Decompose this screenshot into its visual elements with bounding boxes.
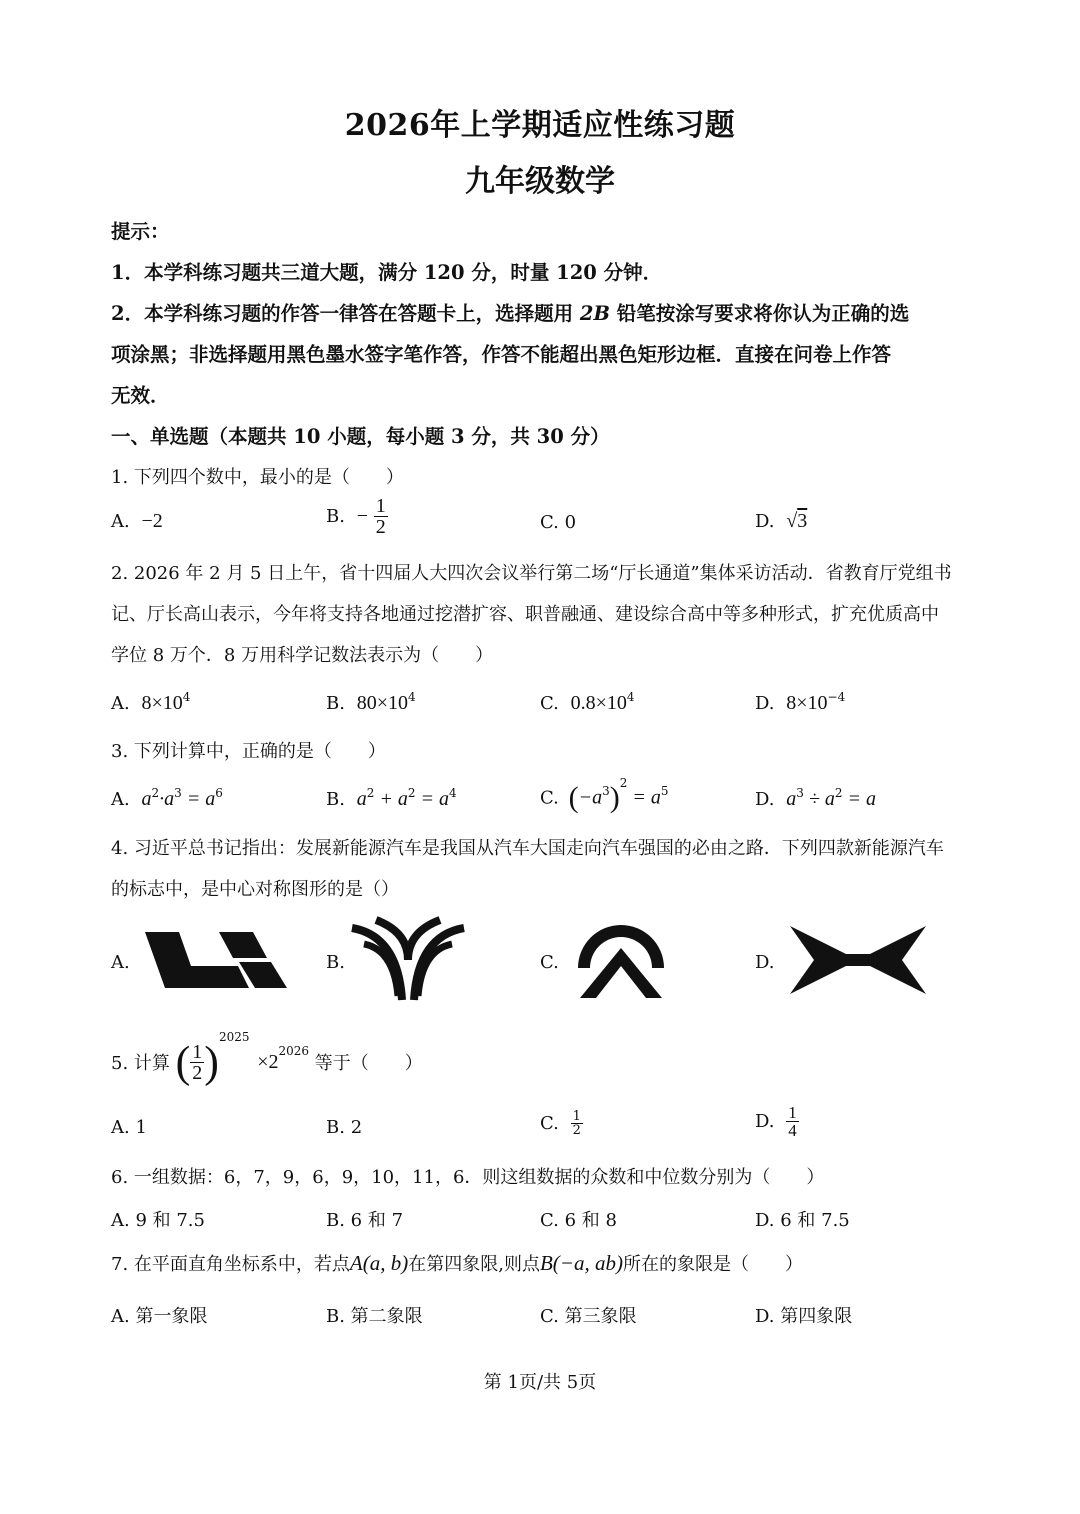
q4-c-label: C. xyxy=(540,952,559,973)
q5-d-denominator: 4 xyxy=(788,1121,797,1140)
q5-a-value: 1 xyxy=(135,1117,147,1138)
q2-c-label: C. xyxy=(540,693,559,714)
q2-line-3: 学位 8 万个．8 万用科学记数法表示为（ ） xyxy=(111,645,494,666)
q5-exponent-2: 2026 xyxy=(278,1044,310,1058)
q6-option-d: D. 6 和 7.5 xyxy=(755,1210,850,1231)
q3-b-exp: 2 xyxy=(407,786,416,800)
q6-option-c: C. 6 和 8 xyxy=(540,1210,617,1231)
q1-b-denominator: 2 xyxy=(375,516,386,538)
left-paren-icon: ( xyxy=(175,1037,191,1087)
q3-c-label: C. xyxy=(540,787,559,809)
q7-mid: 在第四象限,则点 xyxy=(408,1254,540,1275)
q1-option-d xyxy=(755,510,807,533)
logo-bowtie-icon xyxy=(788,924,928,996)
q5-a-label: A. xyxy=(111,1117,130,1138)
q5-c-denominator: 2 xyxy=(572,1123,581,1138)
q2-line-2: 记、厅长高山表示，今年将支持各地通过挖潜扩容、职普融通、建设综合高中等多种形式，扩充优质高中 xyxy=(111,604,939,625)
q3-c-term: −a xyxy=(578,786,603,809)
q3-a-term: = a xyxy=(181,788,216,810)
q1-b-minus: − xyxy=(356,505,368,527)
note-2-part-b: 铅笔按涂写要求将你认为正确的选 xyxy=(616,302,910,325)
note-2-end: 无效． xyxy=(111,384,170,407)
q2-d-base: 8×10 xyxy=(786,692,828,714)
q5-c-label: C. xyxy=(540,1113,559,1134)
right-paren-icon: ) xyxy=(204,1037,219,1087)
q1-a-value: −2 xyxy=(141,510,163,532)
q2-d-label: D. xyxy=(755,693,775,714)
q2-a-base: 8×10 xyxy=(141,692,183,714)
q3-b-term: a xyxy=(356,788,367,810)
sqrt-icon: √ xyxy=(786,510,798,532)
q3-a-exp: 3 xyxy=(174,786,182,800)
q5-option-b xyxy=(326,1117,362,1138)
q2-a-label: A. xyxy=(111,693,130,714)
q5-c-numerator: 1 xyxy=(572,1109,581,1124)
q5-exponent-1: 2025 xyxy=(218,1030,250,1044)
q3-b-term: = a xyxy=(415,788,449,810)
q4-d-label: D. xyxy=(755,952,775,973)
q3-d-label: D. xyxy=(755,789,775,810)
right-paren-icon: ) xyxy=(609,781,620,814)
q5-option-c xyxy=(540,1110,583,1137)
q3-option-c xyxy=(540,776,669,815)
q5-d-fraction xyxy=(786,1104,799,1139)
q2-b-base: 80×10 xyxy=(356,692,408,714)
q6-stem: 6. 一组数据：6，7，9，6，9，10，11，6．则这组数据的众数和中位数分别为（ ） xyxy=(111,1167,825,1188)
q3-b-exp: 4 xyxy=(448,786,457,800)
q3-option-b xyxy=(326,786,457,811)
q7-option-b: B. 第二象限 xyxy=(326,1306,423,1327)
logo-arches-icon xyxy=(350,916,466,1002)
q2-option-b xyxy=(326,690,416,715)
q5-c-fraction xyxy=(571,1110,583,1137)
q2-b-exponent: 4 xyxy=(407,690,416,704)
note-2 xyxy=(111,298,909,326)
q5-stem xyxy=(111,1030,423,1088)
q1-a-label: A. xyxy=(111,511,130,532)
logo-dome-chevron-icon xyxy=(574,918,668,1002)
q7-option-a: A. 第一象限 xyxy=(111,1306,208,1327)
q5-numerator: 1 xyxy=(192,1040,203,1063)
q4-b-label: B. xyxy=(326,952,345,973)
q7-stem xyxy=(111,1250,803,1276)
exam-title: 2026年上学期适应性练习题 xyxy=(344,108,736,143)
q7-point-b: B xyxy=(539,1251,553,1275)
left-paren-icon: ( xyxy=(568,781,579,814)
q1-d-label: D. xyxy=(755,511,775,532)
q3-b-exp: 2 xyxy=(366,786,375,800)
q5-option-d xyxy=(755,1104,799,1139)
q1-b-fraction xyxy=(374,496,388,537)
q2-option-a xyxy=(111,690,190,715)
q7-option-c: C. 第三象限 xyxy=(540,1306,637,1327)
q1-stem: 1. 下列四个数中，最小的是（ ） xyxy=(111,467,404,488)
q2-c-exponent: 4 xyxy=(626,690,635,704)
q3-a-term: a xyxy=(141,788,152,810)
exam-subtitle: 九年级数学 xyxy=(465,164,615,199)
q6-option-b: B. 6 和 7 xyxy=(326,1210,404,1231)
q2-c-base: 0.8×10 xyxy=(570,692,627,714)
logo-parallelograms-icon xyxy=(143,928,293,990)
q1-option-c xyxy=(540,512,576,533)
q3-a-term: ·a xyxy=(159,788,175,810)
q3-d-term: = a xyxy=(842,788,877,810)
q3-a-exp: 2 xyxy=(151,786,160,800)
q3-d-exp: 2 xyxy=(834,786,843,800)
notes-heading: 提示： xyxy=(111,220,170,243)
q3-c-exp: 3 xyxy=(602,784,610,798)
q1-d-radicand: 3 xyxy=(797,510,808,532)
q3-d-term: a xyxy=(786,788,797,810)
q1-b-label: B. xyxy=(326,506,345,527)
q3-a-label: A. xyxy=(111,789,130,810)
q3-stem: 3. 下列计算中，正确的是（ ） xyxy=(111,741,386,762)
q3-option-d xyxy=(755,786,876,811)
q2-option-d xyxy=(755,690,845,715)
note-2-part-a: 2．本学科练习题的作答一律答在答题卡上，选择题用 xyxy=(111,302,574,325)
q7-suffix: 所在的象限是（ ） xyxy=(622,1254,803,1275)
q4-line-1: 4. 习近平总书记指出：发展新能源汽车是我国从汽车大国走向汽车强国的必由之路．下列四款新能源汽车 xyxy=(111,838,944,859)
q4-line-2: 的标志中，是中心对称图形的是（） xyxy=(111,879,399,900)
q4-a-label: A. xyxy=(111,952,130,973)
q5-b-label: B. xyxy=(326,1117,345,1138)
q2-d-exponent: −4 xyxy=(827,690,846,704)
q1-option-b xyxy=(326,496,388,537)
q3-option-a xyxy=(111,786,223,811)
q3-c-outer-exp: 2 xyxy=(619,776,628,790)
q7-option-d: D. 第四象限 xyxy=(755,1306,853,1327)
q2-option-c xyxy=(540,690,635,715)
q5-times: ×2 xyxy=(257,1050,279,1073)
section-1-heading: 一、单选题（本题共 10 小题，每小题 3 分，共 30 分） xyxy=(111,425,610,448)
note-2-pencil: 2B xyxy=(579,302,610,325)
note-1: 1．本学科练习题共三道大题，满分 120 分，时量 120 分钟． xyxy=(111,261,663,284)
q7-coord-b: (−a, ab) xyxy=(552,1251,623,1275)
q7-coord-a: (a, b) xyxy=(362,1251,409,1275)
q3-a-exp: 6 xyxy=(215,786,223,800)
q3-d-exp: 3 xyxy=(796,786,804,800)
q2-b-label: B. xyxy=(326,693,345,714)
q1-option-a xyxy=(111,510,163,533)
q5-option-a xyxy=(111,1117,147,1138)
q3-b-term: + a xyxy=(374,788,408,810)
q3-b-label: B. xyxy=(326,789,345,810)
q5-b-value: 2 xyxy=(350,1117,363,1138)
q2-a-exponent: 4 xyxy=(182,690,191,704)
q7-point-a: A xyxy=(349,1251,363,1275)
q1-c-value: 0 xyxy=(564,512,577,533)
q2-line-1: 2. 2026 年 2 月 5 日上午，省十四届人大四次会议举行第二场“厅长通道”集体采访活动．省教育厅党组书 xyxy=(111,563,952,584)
q5-d-label: D. xyxy=(755,1111,775,1132)
q5-denominator: 2 xyxy=(192,1061,203,1084)
q3-c-exp: 5 xyxy=(660,784,669,798)
page-number: 第 1页/共 5页 xyxy=(483,1372,597,1393)
q1-b-numerator: 1 xyxy=(375,495,386,517)
q3-c-term: = a xyxy=(627,786,661,809)
q5-prefix: 5. 计算 xyxy=(111,1053,170,1074)
q7-prefix: 7. 在平面直角坐标系中，若点 xyxy=(111,1254,350,1275)
q1-c-label: C. xyxy=(540,512,559,533)
q5-suffix: 等于（ ） xyxy=(314,1053,423,1074)
q3-d-term: ÷ a xyxy=(803,788,835,810)
q5-fraction xyxy=(190,1042,204,1083)
q5-d-numerator: 1 xyxy=(788,1103,797,1122)
q6-option-a: A. 9 和 7.5 xyxy=(111,1210,205,1231)
note-2-continued: 项涂黑；非选择题用黑色墨水签字笔作答，作答不能超出黑色矩形边框．直接在问卷上作答 xyxy=(111,343,892,366)
